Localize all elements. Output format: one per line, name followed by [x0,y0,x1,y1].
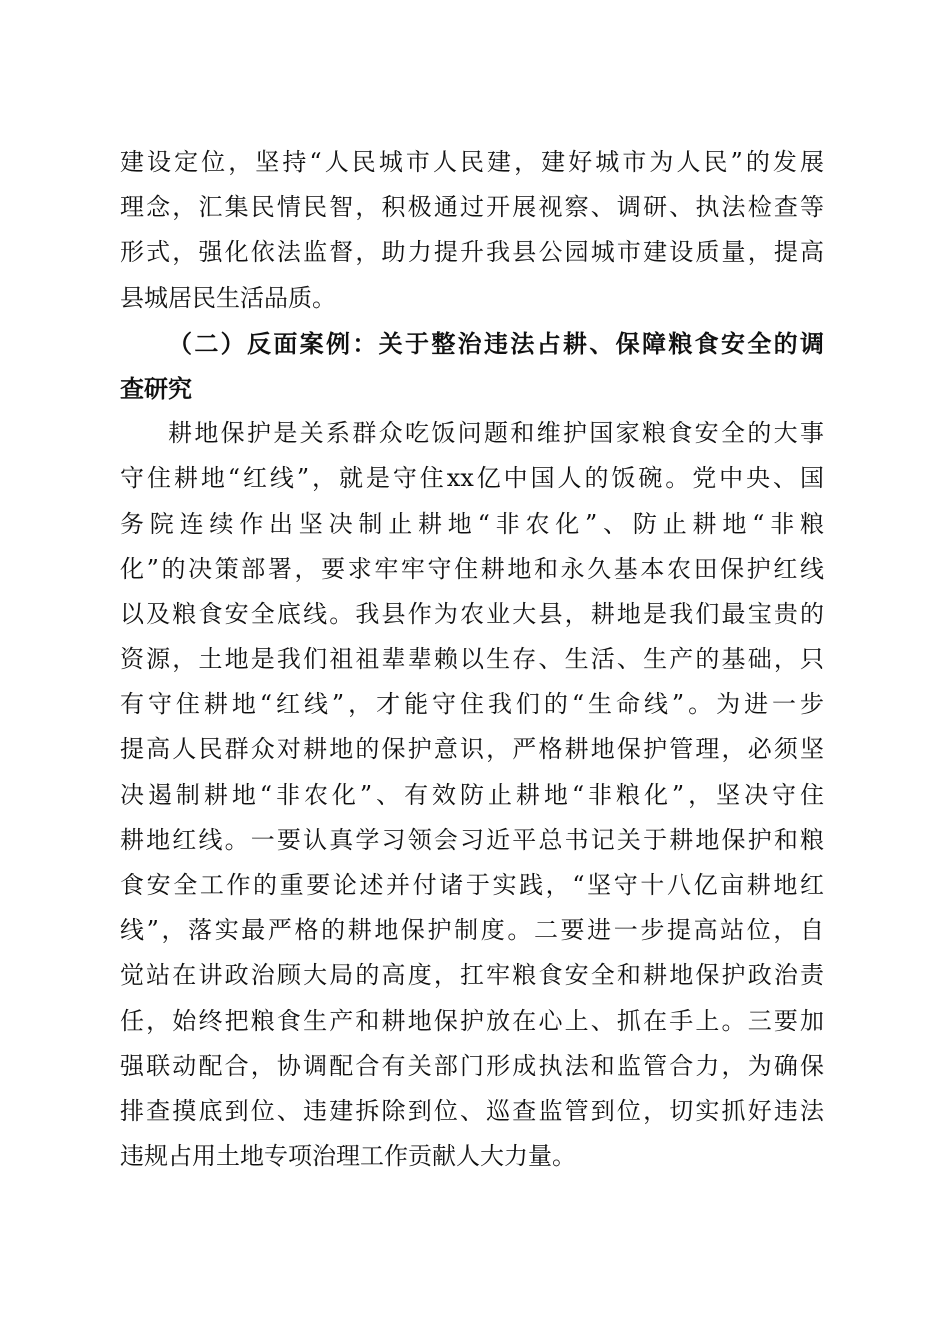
text-line: 形式，强化依法监督，助力提升我县公园城市建设质量，提高 [120,238,824,267]
text-line: 有守住耕地“红线”，才能守住我们的“生命线”。为进一步 [120,690,824,719]
text-line: 化”的决策部署，要求牢牢守住耕地和永久基本农田保护红线 [120,554,824,583]
text-line: 线”，落实最严格的耕地保护制度。二要进一步提高站位，自 [120,916,824,945]
text-line: 排查摸底到位、违建拆除到位、巡查监管到位，切实抓好违法 [120,1096,824,1125]
paragraph-body [120,411,824,1179]
text-line: 决遏制耕地“非农化”、有效防止耕地“非粮化”，坚决守住 [120,780,824,809]
heading-line: 查研究 [120,373,192,403]
text-line: 违规占用土地专项治理工作贡献人大力量。 [120,1142,576,1171]
text-line: 务院连续作出坚决制止耕地“非农化”、防止耕地“非粮 [120,509,824,538]
text-line: 资源，土地是我们祖祖辈辈赖以生存、生活、生产的基础，只 [120,645,824,674]
text-line: 耕地红线。一要认真学习领会习近平总书记关于耕地保护和粮 [120,825,824,854]
text-line: 强联动配合，协调配合有关部门形成执法和监管合力，为确保 [120,1051,824,1080]
paragraph-continuation [120,140,824,321]
text-line: 守住耕地“红线”，就是守住xx亿中国人的饭碗。党中央、国 [120,464,824,493]
text-line: 任，始终把粮食生产和耕地保护放在心上、抓在手上。三要加 [120,1006,824,1035]
text-line: 建设定位，坚持“人民城市人民建，建好城市为人民”的发展 [120,148,824,176]
document-body [120,140,824,1179]
heading-line: （二）反面案例：关于整治违法占耕、保障粮食安全的调 [168,328,824,358]
text-line: 以及粮食安全底线。我县作为农业大县，耕地是我们最宝贵的 [120,599,824,628]
text-line: 县城居民生活品质。 [120,283,336,312]
text-line: 觉站在讲政治顾大局的高度，扛牢粮食安全和耕地保护政治责 [120,961,824,990]
text-line: 理念，汇集民情民智，积极通过开展视察、调研、执法检查等 [120,193,824,222]
text-line: 食安全工作的重要论述并付诸于实践，“坚守十八亿亩耕地红 [120,871,824,899]
text-line: 耕地保护是关系群众吃饭问题和维护国家粮食安全的大事 [168,419,824,448]
section-heading [120,321,824,411]
text-line: 提高人民群众对耕地的保护意识，严格耕地保护管理，必须坚 [120,735,824,764]
